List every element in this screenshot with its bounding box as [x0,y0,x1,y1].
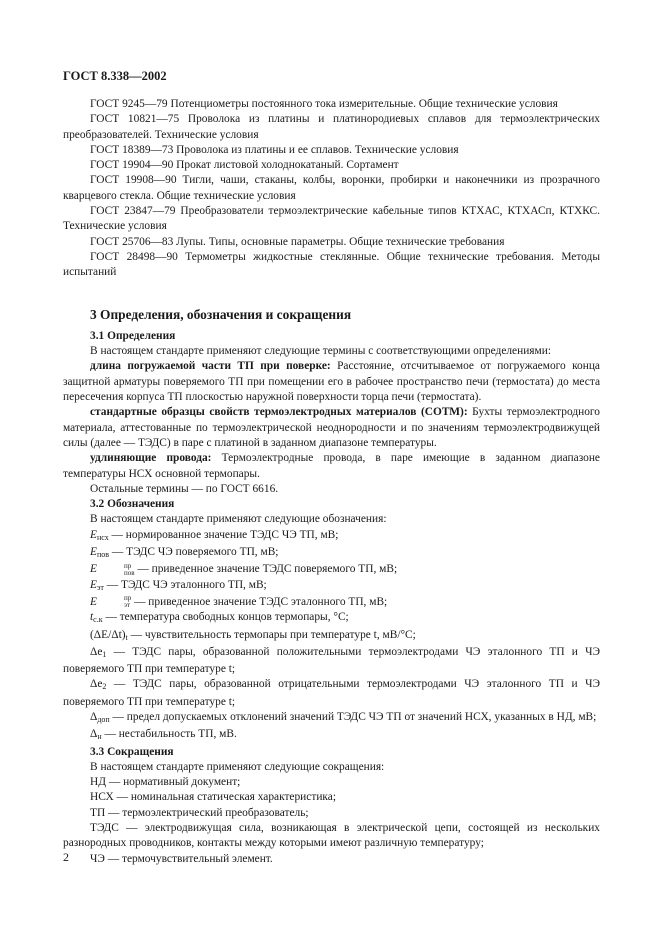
symbol-superscript: пр [123,561,132,570]
notation-text: — нормированное значение ТЭДС ЧЭ ТП, мВ; [108,528,339,541]
symbol-subscript: эт [96,582,104,592]
symbol-subscript: нсх [96,532,109,542]
notation-item [63,610,600,627]
paragraph: В настоящем стандарте применяют следующие сокращения: [90,760,385,773]
ref-item: ГОСТ 9245—79 Потенциометры постоянного тока измерительные. Общие технические условия [90,98,558,110]
symbol: Δ [90,710,98,723]
notation-text: — приведенное значение ТЭДС эталонного ТП, мВ; [131,595,388,608]
notation-text: — приведенное значение ТЭДС поверяемого ТП, мВ; [134,563,398,576]
symbol-subscript: пов [96,550,110,560]
symbol-subscript: эт [123,601,131,610]
notation-text: — предел допускаемых отклонений значений ТЭДС ЧЭ ТП от значений НСХ, указанных в НД, мВ; [109,710,597,723]
paragraph: В настоящем стандарте применяют следующие обозначения: [90,513,387,526]
notation-item [63,645,600,678]
notation-item [63,628,600,645]
ref-item: ГОСТ 23847—79 Преобразователи термоэлектрические кабельные типов КТХАС, КТХАСп, КТХКС. Технические условия [63,205,600,233]
symbol: Δe [90,678,103,691]
ref-item: ГОСТ 18389—73 Проволока из платины и ее сплавов. Технические условия [90,143,459,156]
definition: Бухты термоэлектродного материала, аттестованные по термоэлектрической неоднородности и по значениям термоэлектродвижущей силы (далее — ТЭДС) в паре с платиной в заданном диапазоне температуры. [63,406,600,449]
notation-text: — чувствительность термопары при температуре t, мВ/°С; [127,628,416,641]
notation-text: — ТЭДС ЧЭ эталонного ТП, мВ; [103,578,267,591]
abbreviation-item: НД — нормативный документ; [90,776,241,789]
symbol-subscript: пов [123,568,135,577]
symbol: E [90,595,97,608]
symbol-superscript: пр [123,594,132,603]
ref-item: ГОСТ 10821—75 Проволока из платины и платинородиевых сплавов для термоэлектрических преобразователей. Технические условия [63,113,600,141]
notation-item [63,727,600,744]
symbol-indices [97,563,135,577]
symbol: Δ [90,728,98,741]
definition: Термоэлектродные провода, в паре имеющие в заданном диапазоне температуры НСХ основной термопары. [63,452,600,480]
term: стандартные образцы свойств термоэлектродных материалов (СОТМ): [90,406,468,419]
symbol-subscript: доп [97,714,110,724]
abbreviation-item: НСХ — номинальная статическая характеристика; [90,791,336,804]
symbol: (ΔE/Δt) [90,628,126,641]
section-heading: 3 Определения, обозначения и сокращения [90,306,352,322]
notation-item [63,528,600,545]
notation-text: — ТЭДС ЧЭ поверяемого ТП, мВ; [109,546,279,559]
abbreviation-item: ЧЭ — термочувствительный элемент. [90,852,273,865]
symbol: Δe [90,645,103,658]
ref-item: ГОСТ 19904—90 Прокат листовой холоднокатаный. Сортамент [90,159,399,172]
symbol: E [90,546,97,559]
notation-item [63,677,600,710]
symbol-subscript: 1 [102,649,107,659]
notation-item [63,578,600,595]
term-definition [63,405,600,451]
symbol-subscript: н [97,732,102,742]
term: длина погружаемой части ТП при поверке: [90,360,331,373]
ref-item: ГОСТ 28498—90 Термометры жидкостные стеклянные. Общие технические требования. Методы испытаний [63,250,600,279]
symbol-subscript: с.к [93,615,103,625]
notation-text: — нестабильность ТП, мВ. [101,728,237,741]
subsection-heading: 3.2 Обозначения [90,498,175,511]
subsection-heading: 3.3 Сокращения [90,745,174,758]
symbol-subscript: t [125,632,128,642]
paragraph: Остальные термины — по ГОСТ 6616. [90,482,279,495]
page-number: 2 [63,850,69,864]
paragraph: В настоящем стандарте применяют следующие термины с соответствующими определениями: [90,345,552,358]
page-header: ГОСТ 8.338—2002 [63,69,167,83]
notation-item [63,562,600,577]
symbol: E [90,528,97,541]
definition: Расстояние, отсчитываемое от погружаемого конца защитной арматуры поверяемого ТП при помещении его в рабочее пространство печи (термостата) до места пересечения корпуса ТП плоскостью наружной поверхности торца печи (термостата). [63,360,600,404]
abbreviation-item: ТЭДС — электродвижущая сила, возникающая в электрической цепи, состоящей из нескольких разнородных проводников, контакты между которыми имеют различную температуру; [63,822,600,850]
subsection-heading: 3.1 Определения [90,329,176,342]
notation-item [63,545,600,562]
term-definition [63,359,600,405]
notation-text: — температура свободных концов термопары, °С; [102,611,349,624]
notation-item [63,595,600,610]
term: удлиняющие провода: [90,452,212,465]
symbol: E [90,563,97,576]
ref-item: ГОСТ 25706—83 Лупы. Типы, основные параметры. Общие технические требования [90,235,505,248]
symbol: t [90,611,94,624]
symbol: E [90,578,97,591]
abbreviation-item: ТП — термоэлектрический преобразователь; [90,806,309,819]
document-body [63,97,600,867]
notation-item [63,710,600,727]
ref-item: ГОСТ 19908—90 Тигли, чаши, стаканы, колбы, воронки, пробирки и наконечники из прозрачного кварцевого стекла. Общие технические условия [63,174,600,202]
notation-text: — ТЭДС пары, образованной отрицательными термоэлектродами ЧЭ эталонного ТП и ЧЭ поверяемого ТП при температуре t; [63,678,600,708]
symbol-subscript: 2 [102,682,107,692]
notation-text: — ТЭДС пары, образованной положительными термоэлектродами ЧЭ эталонного ТП и ЧЭ поверяемого ТП при температуре t; [63,645,600,676]
term-definition [63,451,600,482]
symbol-indices [97,595,131,609]
